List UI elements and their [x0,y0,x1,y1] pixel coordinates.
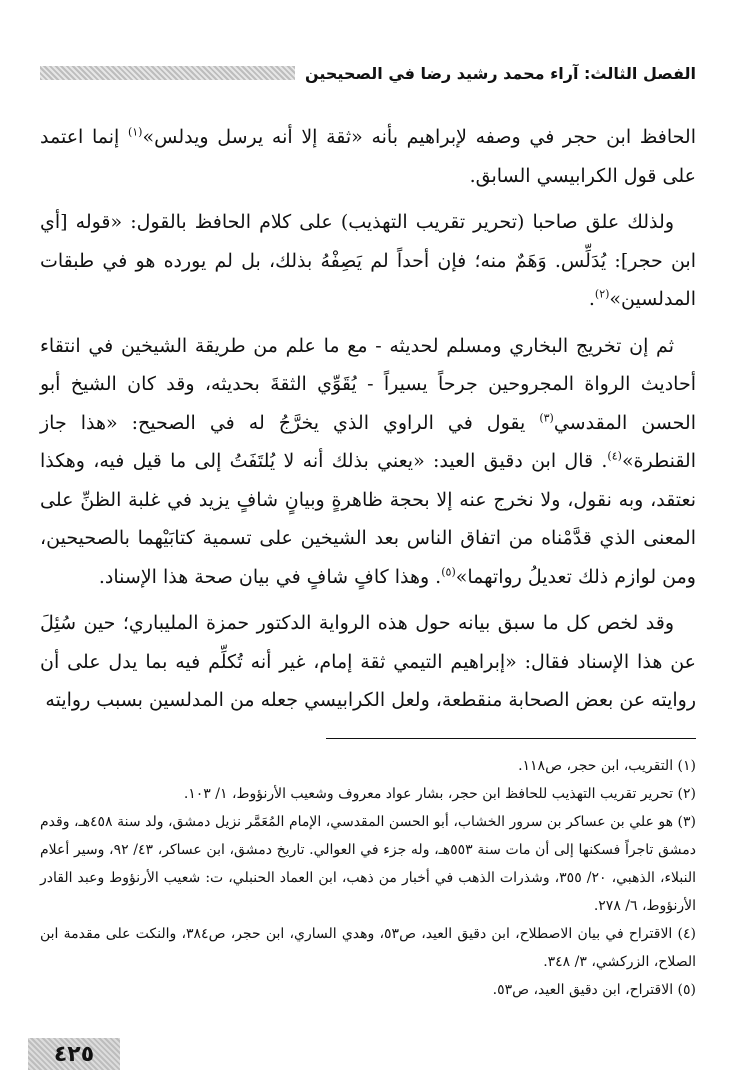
paragraph-2: ولذلك علق صاحبا (تحرير تقريب التهذيب) على كلام الحافظ بالقول: «قوله [أي ابن حجر]: يُدَلِّس. وَهَمٌ منه؛ فإن أحداً لم يَصِفْهُ بذلك، بل لم يورده هو في طبقات المدلسين»$^{(٢)}$. [40,211,696,310]
footnote-ref[interactable]: (٤) [607,449,622,463]
footnote-ref[interactable]: (٥) [441,565,456,579]
footnote-1: (١) التقريب، ابن حجر، ص١١٨. [518,758,696,774]
footnote-4: (٤) الاقتراح في بيان الاصطلاح، ابن دقيق العيد، ص٥٣، وهدي الساري، ابن حجر، ص٣٨٤، والنكت على مقدمة ابن الصلاح، الزركشي، ٣/ ٣٤٨. [40,926,696,970]
footnote-ref[interactable]: (٣) [539,411,554,425]
paragraph-3: ثم إن تخريج البخاري ومسلم لحديثه - مع ما علم من طريقة الشيخين في انتقاء أحاديث الرواة المجروحين جرحاً يسيراً - يُقَوِّي الثقةَ بحديثه، وقد كان الشيخ أبو الحسن المقدسي$^{(٣)}$ يقول في الراوي الذي يخرَّجُ له في الصحيح: «هذا جاز القنطرة»$^{(٤)}$. قال ابن دقيق العيد: «يعني بذلك أنه لا يُلتَفَتُ إلى ما قيل فيه، وهكذا نعتقد، وبه نقول، ولا نخرج عنه إلا بحجة ظاهرةٍ وبيانٍ شافٍ يزيد في غلبة الظنِّ على المعنى الذي قدَّمْناه من اتفاق الناس بعد الشيخين على تسمية كتابَيْهما بالصحيحين، ومن لوازم ذلك تعديلُ رواتهما»$^{(٥)}$. وهذا كافٍ شافٍ في بيان صحة هذا الإسناد. [40,334,696,588]
footnote-2: (٢) تحرير تقريب التهذيب للحافظ ابن حجر، بشار عواد معروف وشعيب الأرنؤوط، ١/ ١٠٣. [183,786,696,802]
main-text [40,118,696,728]
chapter-title: الفصل الثالث: آراء محمد رشيد رضا في الصحيحين [304,63,696,83]
running-header [40,58,696,88]
paragraph-4: وقد لخص كل ما سبق بيانه حول هذه الرواية الدكتور حمزة المليباري؛ حين سُئِلَ عن هذا الإسناد فقال: «إبراهيم التيمي ثقة إمام، غير أنه تُكلِّم فيه بما يدل على أن روايته عن بعض الصحابة منقطعة، ولعل الكرابيسي جعله من المدلسين بسبب روايته [40,612,696,711]
footnotes [40,752,696,1004]
page-number: ٤٢٥ [28,1038,120,1070]
footnote-3: (٣) هو علي بن عساكر بن سرور الخشاب، أبو الحسن المقدسي، الإمام المُعَمَّر نزيل دمشق، ولد سنة ٤٥٨هـ، وقدم دمشق تاجراً فسكنها إلى أن مات سنة ٥٥٣هـ، وله جزء في العوالي. تاريخ دمشق، ابن عساكر، ٤٣/ ٩٢، وسير أعلام النبلاء، الذهبي، ٢٠/ ٣٥٥، وشذرات الذهب في أخبار من ذهب، ابن العماد الحنبلي، ت: شعيب الأرنؤوط وعبد القادر الأرنؤوط، ٦/ ٢٧٨. [40,814,697,914]
header-decoration [40,66,295,80]
footnote-ref[interactable]: (١) [127,125,143,139]
footnote-separator [326,738,696,739]
paragraph-1: الحافظ ابن حجر في وصفه لإبراهيم بأنه «ثقة إلا أنه يرسل ويدلس»$^{(١)}$ إنما اعتمد على قول الكرابيسي السابق. [40,125,696,187]
footnote-5: (٥) الاقتراح، ابن دقيق العيد، ص٥٣. [492,982,696,998]
footnote-ref[interactable]: (٢) [594,287,610,301]
